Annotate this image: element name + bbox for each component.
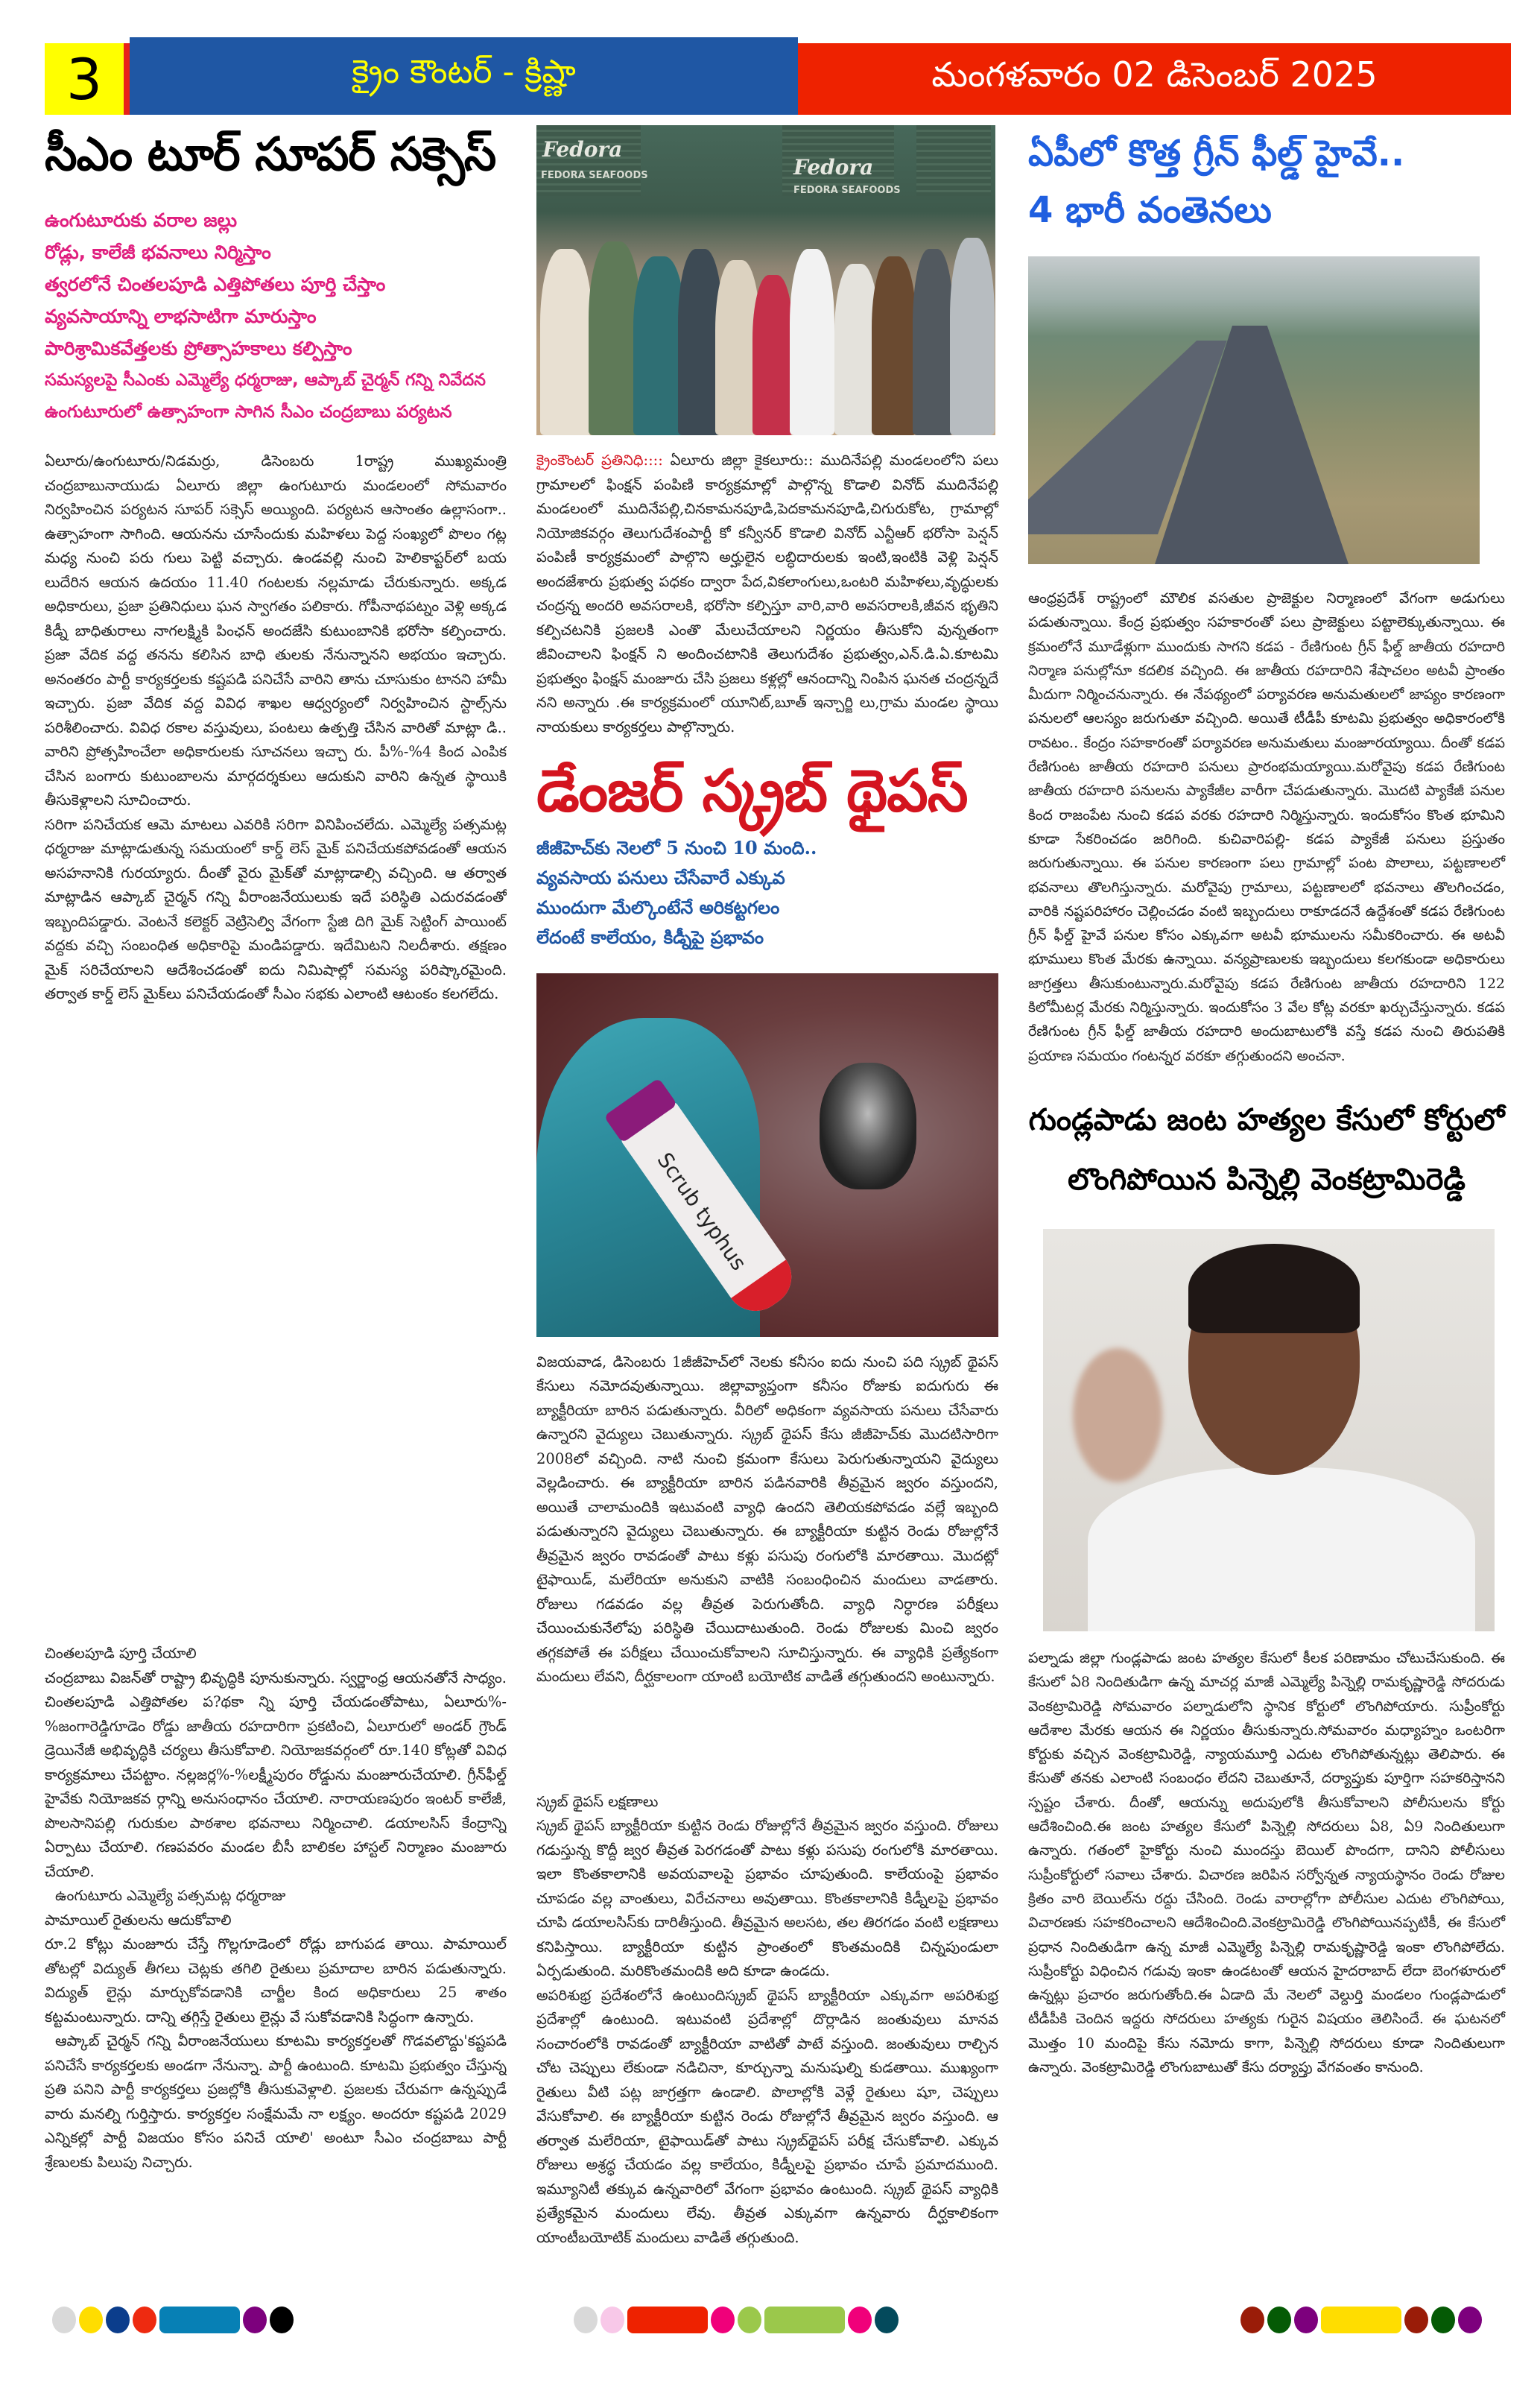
article-body-continued — [536, 1790, 998, 2251]
subhead: ముందుగా మేల్కొంటేనే అరికట్టగలం — [536, 896, 780, 918]
subhead: లేదంటే కాలేయం, కిడ్నీపై ప్రభావం — [536, 926, 764, 948]
masthead — [45, 43, 1511, 115]
shirt — [1088, 1467, 1475, 1631]
headline-gundlapadu-line1: గుండ్లపాడు జంట హత్యల కేసులో కోర్టులో — [1028, 1102, 1505, 1137]
paragraph: ఏలూరు జిల్లా కైకలూరు:: ముదినేపల్లి మండలంలోని పలు గ్రామాలలో ఫింక్షన్ పంపిణి కార్యక్రమాల్లో పాల్గొన్న కొడాలి వినోద్ ముదినేపల్లి మండలంలో ముదినేపల్లి,చినకామనపూడి,పెదకామనపూడి,చిగురుకోట, గ్రామాల్లో నియోజికవర్గం తెలుగుదేశంపార్టీ కో కన్వీనర్ కొడాలి వినోద్ ఎన్టీఆర్ భరోసా పెన్షన్ పంపిణీ కార్యక్రమంలో పాల్గొని అర్హులైన లబ్ధిదారులకు ఇంటి,ఇంటికి వెళ్లి పెన్షన్ అందజేశారు ప్రభుత్వ పధకం ద్వారా పేద,వికలాంగులు,ఒంటరి మహిళలు,వృద్ధులకు చంద్రన్న అందరి అవసరాలకి, భరోసా కల్పిస్తూ వారి,వారి అవసరాలకి,జీవన భృతిని కల్పిచటనికి ప్రజలకి ఎంతొ మేలుచేయాలని నిర్ణయం తీసుకోని వున్నతంగా జీవించాలని ఫింక్షన్ ని అందించటానికి తెలుగుదేశం ప్రభుత్వం,ఎన్.డి.ఏ.కూటమి ప్రభుత్వం ఫింక్షన్ మంజూరు చేసి ప్రజలు కళ్లల్లో ఆనందాన్ని నింపిన ఘనత చంద్రన్నదే నని అన్నారు .ఈ కార్యక్రమంలో యూనిట్,బూత్ ఇన్చార్జి లు,గ్రామ మండల స్థాయి నాయకులు కార్యకర్తలు పాల్గొన్నారు. — [536, 452, 998, 736]
color-swatch — [1321, 2307, 1401, 2333]
color-swatch — [79, 2307, 103, 2333]
color-swatch — [1431, 2307, 1455, 2333]
article-gundlapadu — [1028, 1090, 1505, 2079]
hair — [1188, 1244, 1360, 1333]
color-swatch — [764, 2307, 845, 2333]
paragraph: పల్నాడు జిల్లా గుండ్లపాడు జంట హత్యల కేసులో కీలక పరిణామం చోటుచేసుకుంది. ఈ కేసులో ఏ8 నిందితుడిగా ఉన్న మాచర్ల మాజీ ఎమ్మెల్యే పిన్నెల్లి రామకృష్ణారెడ్డి సోదరుడు వెంకట్రామిరెడ్డి సోమవారం పల్నాడులోని స్థానిక కోర్టులో లొంగిపోయారు. సుప్రీంకోర్టు ఆదేశాల మేరకు ఆయన ఈ నిర్ణయం తీసుకున్నారు.సోమవారం మధ్యాహ్నం ఒంటరిగా కోర్టుకు వచ్చిన వెంకట్రామిరెడ్డి, న్యాయమూర్తి ఎదుట లొంగిపోతున్నట్లు తెలిపారు. ఈ కేసుతో తనకు ఎలాంటి సంబంధం లేదని చెబుతూనే, దర్యాప్తుకు పూర్తిగా సహకరిస్తానని స్పష్టం చేశారు. దీంతో, ఆయన్ను అదుపులోకి తీసుకోవాలని పోలీసులను కోర్టు ఆదేశించింది.ఈ జంట హత్యల కేసులో పిన్నెల్లి సోదరులు ఏ8, ఏ9 నిందితులుగా ఉన్నారు. గతంలో హైకోర్టు నుంచి ముందస్తు బెయిల్ పొందగా, దానిని పోలీసులు సుప్రీంకోర్టులో సవాలు చేశారు. విచారణ జరిపిన సర్వోన్నత న్యాయస్థానం రెండు రోజుల క్రితం వారి బెయిల్‌ను రద్దు చేసింది. రెండు వారాల్లోగా పోలీసుల ఎదుట లొంగిపోయి, విచారణకు సహకరించాలని ఆదేశించింది.వెంకట్రామిరెడ్డి లొంగిపోయినప్పటికీ, ఈ కేసులో ప్రధాన నిందితుడిగా ఉన్న మాజీ ఎమ్మెల్యే పిన్నెల్లి రామకృష్ణారెడ్డి ఇంకా లొంగిపోలేదు. సుప్రీంకోర్టు విధించిన గడువు ఇంకా ఉండటంతో ఆయన హైదరాబాద్ లేదా బెంగళూరులో ఉన్నట్లు ప్రచారం జరుగుతోంది.ఈ ఏడాది మే నెలలో వెల్దుర్తి మండలం గుండ్లపాడులో టీడీపీకి చెందిన ఇద్దరు సోదరులు హత్యకు గురైన విషయం తెలిసిందే. ఈ ఘటనలో మొత్తం 10 మందిపై కేసు నమోదు కాగా, పిన్నెల్లి సోదరులు కూడా నిందితులుగా ఉన్నారు. వెంకట్రామిరెడ్డి లొంగుబాటుతో కేసు దర్యాప్తు వేగవంతం కానుంది. — [1028, 1649, 1506, 2075]
background-person — [1073, 1348, 1162, 1482]
article-body — [45, 449, 507, 1642]
article-body — [1028, 587, 1505, 1068]
tube-label: Scrub typhus — [652, 1148, 752, 1275]
color-swatch — [601, 2307, 624, 2333]
section-heading: స్క్రబ్ థైపస్ లక్షణాలు — [536, 1792, 659, 1810]
mite-icon — [820, 1063, 916, 1189]
color-swatch — [627, 2307, 708, 2333]
color-bar-right — [1240, 2307, 1482, 2333]
subhead: వ్యవసాయాన్ని లాభసాటిగా మారుస్తాం — [45, 306, 317, 328]
article-scrub-typhus — [536, 759, 998, 2250]
article-body — [536, 1350, 998, 1790]
article-body-continued — [45, 1642, 507, 2387]
dateline: క్రైంకౌంటర్ ప్రతినిధి:::: — [536, 452, 663, 469]
shop-sign-sub: FEDORA SEAFOODS — [793, 185, 901, 196]
color-swatch — [1240, 2307, 1264, 2333]
shutter — [916, 125, 991, 196]
color-swatch — [875, 2307, 899, 2333]
subheads-cm-tour — [45, 204, 507, 429]
headline-highway-line1: ఏపీలో కొత్త గ్రీన్ ఫీల్డ్ హైవే.. — [1028, 133, 1405, 174]
subhead: పారిశ్రామికవేత్తలకు ప్రోత్సాహకాలు కల్పిస్తాం — [45, 338, 352, 360]
color-swatch — [738, 2307, 761, 2333]
subhead: రోడ్లు, కాలేజీ భవనాలు నిర్మిస్తాం — [45, 241, 271, 264]
paragraph: అపరిశుభ్ర ప్రదేశంలోనే ఉంటుందిస్క్రబ్ థైపస్ బ్యాక్టీరియా ఎక్కువగా అపరిశుభ్ర ప్రదేశాల్లో ఉంటుంది. ఇటువంటి ప్రదేశాల్లో దొర్లాడిన జంతువులు మానవ సంచారంలోకి రావడంతో బ్యాక్టీరియా వాటితో పాటే వస్తుంది. జంతువులు రాల్చిన చోట చెప్పులు లేకుండా నడిచినా, కూర్చున్నా మనుషుల్ని కుడతాయి. ముఖ్యంగా రైతులు వీటి పట్ల జాగ్రత్తగా ఉండాలి. పొలాల్లోకి వెళ్లే రైతులు షూ, చెప్పులు వేసుకోవాలి. ఈ బ్యాక్టీరియా కుట్టిన రెండు రోజుల్లోనే తీవ్రమైన జ్వరం వస్తుంది. ఆ తర్వాత మలేరియా, టైఫాయిడ్‌తో పాటు స్క్రబ్‌థైపస్ పరీక్ష చేసుకోవాలి. ఎక్కువ రోజులు అశ్రద్ధ చేయడం వల్ల కాలేయం, కిడ్నీలపై ప్రభావం చూపే ప్రమాదముంది. ఇమ్యూనిటీ తక్కువ ఉన్నవారిలో వేగంగా ప్రభావం ఉంటుంది. స్క్రబ్ థైపస్ వ్యాధికి ప్రత్యేకమైన మందులు లేవు. తీవ్రత ఎక్కువగా ఉన్నవారు దీర్ఘకాలికంగా యాంటీబయోటిక్ మందులు వాడితే తగ్గుతుంది. — [536, 1986, 998, 2246]
article-highway — [1028, 125, 1505, 2079]
paragraph: స్క్రబ్ థైపస్ బ్యాక్టీరియా కుట్టిన రెండు రోజుల్లోనే తీవ్రమైన జ్వరం వస్తుంది. రోజులు గడుస్తున్న కొద్దీ జ్వర తీవ్రత పెరగడంతో పాటు కళ్లు పసుపు రంగులోకి మారతాయి. ఇలా కొంతకాలానికి అవయవాలపై ప్రభావం చూపుతుంది. కాలేయంపై ప్రభావం చూపడం వల్ల వాంతులు, విరేచనాలు అవుతాయి. కొంతకాలానికి కిడ్నీలపై ప్రభావం చూపి డయాలసిస్‌కు దారితీస్తుంది. తీవ్రమైన అలసట, తల తిరగడం వంటి లక్షణాలు కనిపిస్తాయి. బ్యాక్టీరియా కుట్టిన ప్రాంతంలో కొంతమందికి చిన్నపుండులా ఏర్పడుతుంది. మరికొంతమందికి అది కూడా ఉండదు. — [536, 1817, 998, 1980]
paragraph: ఏలూరు/ఉంగుటూరు/నిడమర్రు, డిసెంబరు 1రాష్ట్ర ముఖ్యమంత్రి చంద్రబాబునాయుడు ఏలూరు జిల్లా ఉంగుటూరు మండలంలో సోమవారం నిర్వహించిన పర్యటన సూపర్ సక్సెస్ అయ్యింది. పర్యటన ఆసాంతం ఉల్లాసంగా.. ఉత్సాహంగా సాగింది. ఆయనను చూసేందుకు మహిళలు పెద్ద సంఖ్యలో పొలం గట్ల మధ్య నుంచి పరు గులు పెట్టి వచ్చారు. ఉండవల్లి నుంచి హెలికాప్టర్‌లో బయ లుదేరిన ఆయన ఉదయం 11.40 గంటలకు నల్లమాడు చేరుకున్నారు. అక్కడ అధికారులు, ప్రజా ప్రతినిధులు ఘన స్వాగతం పలికారు. గోపీనాథపట్నం వెళ్లి అక్కడ కిడ్నీ బాధితురాలు నాగలక్ష్మికి పింఛన్ అందజేసి కుటుంబానికి భరోసా కల్పించారు. ప్రజా వేదిక వద్ద తనను కలిసిన బాధి తులకు నేనున్నానని అభయం ఇచ్చారు. అనంతరం పార్టీ కార్యకర్తలకు కష్టపడి పనిచేసే వారిని తాను చూసుకుం టానని హామీ ఇచ్చారు. ప్రజా వేదిక వద్ద వివిధ శాఖల ఆధ్వర్యంలో నిర్వహించిన స్టాల్స్‌ను పరిశీలించారు. వివిధ రకాల వస్తువులు, పంటలు ఉత్పత్తి చేసిన వారితో మాట్లా డి.. వారిని ప్రోత్సహించేలా అధికారులకు సూచనలు ఇచ్చా రు. పీ%-%4 కింద ఎంపిక చేసిన బంగారు కుటుంబాలను మార్గదర్శకులు ఆదుకుని వారిని ఉన్నత స్థాయికి తీసుకెళ్లాలని సూచించారు. — [45, 452, 507, 809]
pension-event-photo — [536, 125, 995, 435]
paragraph: చంద్రబాబు విజన్‌తో రాష్ట్రా భివృద్ధికి పూనుకున్నారు. స్వర్ణాంధ్ర ఆయనతోనే సాధ్యం. చింతలపూడి ఎత్తిపోతల ప?థకా న్ని పూర్తి చేయడంతోపాటు, ఏలూరు%-%జంగారెడ్డిగూడెం రోడ్డు జాతీయ రహదారిగా ప్రకటించి, ఏలూరులో అండర్ గ్రౌండ్ డ్రెయినేజీ అభివృద్ధికి చర్యలు తీసుకోవాలి. నియోజకవర్గంలో రూ.140 కోట్లతో వివిధ కార్యక్రమాలు చేపట్టాం. నల్లజర్ల%-%లక్ష్మీపురం రోడ్డును మంజూరుచేయాలి. గ్రీన్‌ఫీల్డ్ హైవేకు నియోజకవ ర్గాన్ని అనుసంధానం చేయాలి. నారాయణపురం ఇంటర్ కాలేజీ, పొలసానిపల్లి గురుకుల పాఠశాల భవనాలు నిర్మించాలి. డయాలసిస్ కేంద్రాన్ని ఏర్పాటు చేయాలి. గణపవరం మండల బీసీ బాలికల హాస్టల్ నిర్మాణం మంజూరు చేయాలి. — [45, 1669, 507, 1880]
headline-cm-tour: సీఎం టూర్ సూపర్ సక్సెస్ — [45, 127, 496, 181]
paragraph: ఆంధ్రప్రదేశ్ రాష్ట్రంలో మౌలిక వసతుల ప్రాజెక్టుల నిర్మాణంలో వేగంగా అడుగులు పడుతున్నాయి. కేంద్ర ప్రభుత్వం సహకారంతో పలు ప్రాజెక్టులు పట్టాలెక్కుతున్నాయి. ఈ క్రమంలోనే మూడేళ్లుగా ముందుకు సాగని కడప - రేణిగుంట గ్రీన్ ఫీల్డ్ జాతీయ రహదారి నిర్మాణ పనుల్లోనూ కదలిక వచ్చింది. ఈ జాతీయ రహదారిని శేషాచలం అటవీ ప్రాంతం మీదుగా నిర్మించనున్నారు. ఈ నేపథ్యంలో పర్యావరణ అనుమతులలో జాప్యం కారణంగా పనులలో ఆలస్యం జరుగుతూ వచ్చింది. అయితే టీడీపీ కూటమి ప్రభుత్వం అధికారంలోకి రావటం.. కేంద్రం సహకారంతో పర్యావరణ అనుమతులు మంజూరయ్యాయి. దీంతో కడప రేణిగుంట జాతీయ రహదారి పనులు ప్రారంభమయ్యాయి.మరోవైపు కడప రేణిగుంట జాతీయ రహదారి పనులను ప్యాకేజీల వారీగా చేపడుతున్నారు. మొదటి ప్యాకేజీ పనుల కింద రాజంపేట నుంచి కడప వరకు రహదారి నిర్మిస్తున్నారు. ఇందుకోసం కొంత భూమిని కూడా సేకరించడం జరిగింది. కుచివారిపల్లి- కడప ప్యాకేజీ పనులు ప్రస్తుతం జరుగుతున్నాయి. ఈ పనుల కారణంగా పలు గ్రామాల్లో పంట పొలాలు, పట్టణాలలో భవనాలు తొలగిస్తున్నారు. మరోవైపు గ్రామాలు, పట్టణాలలో భవనాలు తొలగించడం, వారికి నష్టపరిహారం చెల్లించడం వంటి ఇబ్బందులు రాకూడదనే ఉద్దేశంతో కడప రేణిగుంట గ్రీన్ ఫీల్డ్ హైవే పనుల కోసం ఎక్కువగా అటవీ భూములను సమీకరించారు. ఈ అటవీ భూములు కొంత మేరకు ఉన్నాయి. వన్యప్రాణులకు ఇబ్బందులు కలగకుండా అధికారులు జాగ్రత్తలు తీసుకుంటున్నారు.మరోవైపు కడప రేణిగుంట జాతీయ రహదారిని 122 కిలోమీటర్ల మేరకు నిర్మిస్తున్నారు. ఇందుకోసం 3 వేల కోట్ల వరకూ ఖర్చుచేస్తున్నారు. కడప రేణిగుంట గ్రీన్ ఫీల్డ్ జాతీయ రహదారి అందుబాటులోకి వస్తే కడప నుంచి తిరుపతికి ప్రయాణ సమయం గంటన్నర వరకూ తగ్గుతుందని అంచనా. — [1028, 590, 1505, 1064]
paragraph: విజయవాడ, డిసెంబరు 1జీజీహెచ్‌లో నెలకు కనీసం ఐదు నుంచి పది స్క్రబ్ థైపస్ కేసులు నమోదవుతున్నాయి. జిల్లావ్యాప్తంగా కనీసం రోజుకు ఐదుగురు ఈ బ్యాక్టీరియా బారిన పడుతున్నారు. వీరిలో అధికంగా వ్యవసాయ పనులు చేసేవారు ఉన్నారని వైద్యులు చెబుతున్నారు. స్క్రబ్ థైపస్ కేసు జీజీహెచ్‌కు మొదటిసారిగా 2008లో వచ్చింది. నాటి నుంచి క్రమంగా కేసులు పెరుగుతున్నాయని వైద్యులు వెల్లడించారు. ఈ బ్యాక్టీరియా బారిన పడినవారికి తీవ్రమైన జ్వరం వస్తుందని, అయితే చాలామందికి ఇటువంటి వ్యాధి ఉందని తెలియకపోవడం వల్లే ఇబ్బంది పడుతున్నారని వైద్యులు చెబుతున్నారు. ఈ బ్యాక్టీరియా కుట్టిన రెండు రోజుల్లోనే తీవ్రమైన జ్వరం రావడంతో పాటు కళ్లు పసుపు రంగులోకి మారతాయి. మొదట్లో టైఫాయిడ్, మలేరియా అనుకుని వాటికి సంబంధించిన మందులు వాడతారు. రోజులు గడవడం వల్ల తీవ్రత పెరుగుతోంది. వ్యాధి నిర్ధారణ పరీక్షలు చేయించుకునేలోపు పరిస్థితి చేయిదాటుతుంది. రెండు రోజులకు మించి జ్వరం తగ్గకపోతే ఈ పరీక్షలు చేయించుకోవాలని సూచిస్తున్నారు. ఈ వ్యాధికి ప్రత్యేకంగా మందులు లేవని, దీర్ఘకాలంగా యాంటి బయోటిక వాడితే తగ్గుతుందని అంటున్నారు. — [536, 1353, 998, 1686]
subhead: సమస్యలపై సీఎంకు ఎమ్మెల్యే ధర్మరాజు, ఆప్కాబ్ చైర్మన్ గన్ని నివేదన — [45, 370, 486, 391]
paragraph: ఆప్కాబ్ చైర్మన్ గన్ని వీరాంజనేయులు కూటమి కార్యకర్తలతో గొడవలొద్దు'కష్టపడి పనిచేసే కార్యకర్తలకు అండగా నేనున్నా. పార్టీ ఉంటుంది. కూటమి ప్రభుత్వం చేస్తున్న ప్రతి పనిని పార్టీ కార్యకర్తలు ప్రజల్లోకి తీసుకువెళ్లాలి. ప్రజలకు చేరువగా ఉన్నప్పుడే వారు మనల్ని గుర్తిస్తారు. కార్యకర్తల సంక్షేమమే నా లక్ష్యం. అందరూ కష్టపడి 2029 ఎన్నికల్లో పార్టీ విజయం కోసం పనిచే యాలి' అంటూ సీఎం చంద్రబాబు పార్టీ శ్రేణులకు పిలుపు నిచ్చారు. — [45, 2032, 507, 2171]
page-number: 3 — [45, 43, 130, 115]
person — [540, 249, 592, 435]
subhead: జీజీహెచ్‌కు నెలలో 5 నుంచి 10 మంది.. — [536, 836, 817, 859]
color-swatch — [1404, 2307, 1428, 2333]
scrub-typhus-photo — [536, 973, 998, 1337]
section-title: క్రైం కౌంటర్ - క్రిష్ణా — [130, 37, 798, 115]
subheads-scrub-typhus — [536, 833, 998, 952]
section-heading: పామాయిల్ రైతులను ఆదుకోవాలి — [45, 1911, 232, 1929]
color-swatch — [133, 2307, 156, 2333]
shop-sign-sub: FEDORA SEAFOODS — [541, 170, 648, 181]
color-swatch — [106, 2307, 130, 2333]
issue-date: మంగళవారం 02 డిసెంబర్ 2025 — [798, 43, 1511, 115]
shop-sign: Fedora — [542, 137, 623, 162]
color-swatch — [1267, 2307, 1291, 2333]
headline-highway-line2: 4 భారీ వంతెనలు — [1028, 189, 1272, 231]
color-swatch — [848, 2307, 872, 2333]
article-body — [536, 449, 998, 739]
paragraph: సరిగా పనిచేయక ఆమె మాటలు ఎవరికి సరిగా వినిపించలేదు. ఎమ్మెల్యే పత్సమట్ల ధర్మరాజు మాట్లాడుతున్న సమయంలో కార్డ్ లెస్ మైక్ పనిచేయకపోవడంతో ఆయన అసహనానికి గురయ్యారు. దీంతో వైరు మైక్‌తో మాట్లాడాల్సి వచ్చింది. ఆ తర్వాత మాట్లాడిన ఆప్కాబ్ చైర్మన్ గన్ని వీరాంజనేయులుకు ఇదే పరిస్థితి ఎదురవడంతో ఇబ్బందిపడ్డారు. వెంటనే కలెక్టర్ వెట్రిసెల్వి వేగంగా స్టేజి దిగి మైక్ సెట్టింగ్ పాయింట్ వద్దకు వచ్చి సంబంధిత అధికారిపై మండిపడ్డారు. ఇదేమిటని నిలదీశారు. తక్షణం మైక్ సరిచేయాలని ఆదేశించడంతో ఐదు నిమిషాల్లో సమస్య పరిష్కారమైంది. తర్వాత కార్డ్ లెస్ మైక్‌లు పనిచేయడంతో సీఎం సభకు ఎలాంటి ఆటంకం కలగలేదు. — [45, 815, 507, 1003]
paragraph: రూ.2 కోట్లు మంజూరు చేస్తే గొల్లగూడెంలో రోడ్లు బాగుపడ తాయి. పామాయిల్ తోటల్లో విద్యుత్ తీగలు చెట్లకు తగిలి రైతులు ప్రమాదాల బారిన పడుతున్నారు. విద్యుత్ లైన్లు మార్చుకోవడానికి చార్జీల కింద అధికారులు 25 శాతం కట్టమంటున్నారు. దాన్ని తగ్గిస్తే రైతులు లైన్లు వే సుకోవడానికి సిద్ధంగా ఉన్నారు. — [45, 1935, 507, 2026]
color-swatch — [159, 2307, 240, 2333]
subhead: ఉంగుటూరులో ఉత్సాహంగా సాగిన సీఎం చంద్రబాబు పర్యటన — [45, 402, 452, 423]
portrait-photo — [1043, 1229, 1495, 1631]
color-swatch — [243, 2307, 267, 2333]
person — [790, 249, 834, 435]
color-bar-center — [574, 2307, 899, 2333]
color-swatch — [1458, 2307, 1482, 2333]
color-swatch — [1294, 2307, 1318, 2333]
color-swatch — [711, 2307, 735, 2333]
person — [872, 256, 916, 435]
headline-gundlapadu-line2: లొంగిపోయిన పిన్నెల్లి వెంకట్రామిరెడ్డి — [1068, 1162, 1465, 1197]
person — [913, 249, 954, 435]
color-bar-left — [52, 2307, 294, 2333]
section-heading: చింతలపూడి పూర్తి చేయాలి — [45, 1645, 197, 1663]
headline-scrub-typhus: డేంజర్ స్క్రబ్ థైపస్ — [536, 758, 968, 825]
subhead: త్వరలోనే చింతలపూడి ఎత్తిపోతలు పూర్తి చేస్తాం — [45, 274, 386, 296]
attribution: ఉంగుటూరు ఎమ్మెల్యే పత్సమట్ల ధర్మరాజు — [55, 1887, 286, 1905]
color-swatch — [52, 2307, 76, 2333]
subhead: వ్యవసాయ పనులు చేసేవారే ఎక్కువ — [536, 866, 785, 888]
article-pension — [536, 125, 998, 2250]
person — [950, 238, 995, 435]
shop-sign: Fedora — [793, 155, 874, 180]
article-cm-tour — [45, 127, 507, 2387]
highway-photo — [1028, 256, 1480, 564]
color-swatch — [574, 2307, 598, 2333]
color-swatch — [270, 2307, 294, 2333]
person — [752, 275, 793, 435]
article-body — [1028, 1646, 1505, 2079]
subhead: ఉంగుటూరుకు వరాల జల్లు — [45, 209, 238, 232]
